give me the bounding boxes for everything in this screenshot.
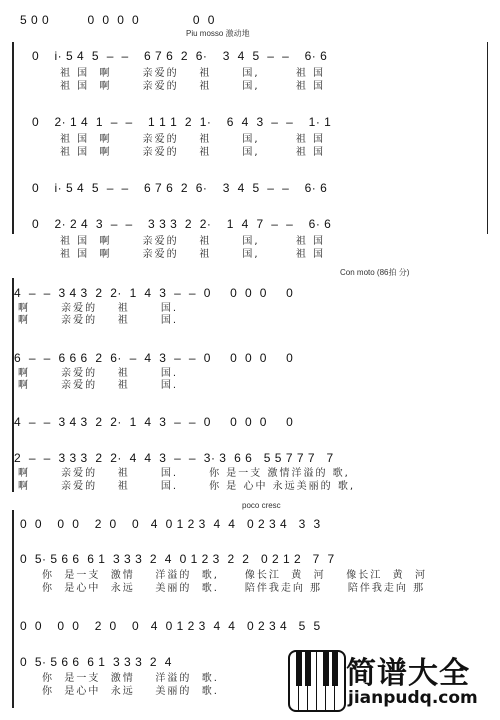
notes-row: 0 2· 2 4 3 – – 3 3 3 2 2· 1 4 7 – – 6· 6 [32,217,332,231]
notes-row: 0 i· 5 4 5 – – 6 7 6 2 6· 3 4 5 – – 6· 6 [32,181,328,195]
lyric-line: 啊 亲爱的 祖 国. [18,303,179,314]
notes-row: 4 – – 3 4 3 2 2· 1 4 3 – – 0 0 0 0 0 [14,286,294,300]
lyric-line: 你 是一支 激情 洋溢的 歌, 像长江 黄 河 像长江 黄 河 [42,570,428,581]
lyric-line: 你 是心中 永远 美丽的 歌. [42,686,219,697]
system-bracket [12,510,14,708]
notes-row: 4 – – 3 4 3 2 2· 1 4 3 – – 0 0 0 0 0 [14,415,294,429]
tempo-marking: Piu mosso 激动地 [186,29,250,38]
lyric-line: 祖 国 啊 亲爱的 祖 国, 祖 国 [60,81,326,92]
lyric-line: 啊 亲爱的 祖 国. 你 是 心中 永远美丽的 歌, [18,481,356,492]
lyric-line: 啊 亲爱的 祖 国. [18,380,179,391]
watermark-url: jianpudq.com [348,688,478,708]
site-watermark [278,640,500,720]
system-bracket [12,42,14,234]
poco-cresc-marking: poco cresc [242,501,281,510]
con-moto-marking: Con moto (86拍 分) [340,268,410,277]
piano-keys-icon [288,650,346,712]
lyric-line: 啊 亲爱的 祖 国. 你 是一支 激情洋溢的 歌, [18,468,350,479]
lyric-line: 祖 国 啊 亲爱的 祖 国, 祖 国 [60,236,326,247]
lyric-line: 祖 国 啊 亲爱的 祖 国, 祖 国 [60,68,326,79]
lyric-line: 啊 亲爱的 祖 国. [18,315,179,326]
intro-line: 5 0 0 0 0 0 0 0 0 [20,13,215,27]
watermark-title: 简谱大全 [346,656,470,691]
lyric-line: 你 是心中 永远 美丽的 歌. 陪伴我走向 那 陪伴我走向 那 [42,583,426,594]
lyric-line: 祖 国 啊 亲爱的 祖 国, 祖 国 [60,249,326,260]
lyric-line: 祖 国 啊 亲爱的 祖 国, 祖 国 [60,134,326,145]
notes-row: 0 0 0 0 2 0 0 4 0 1 2 3 4 4 0 2 3 4 3 3 [20,517,321,531]
notes-row: 0 5· 5 6 6 6 1 3 3 3 2 4 0 1 2 3 2 2 0 2 1 2 7 7 [20,552,335,566]
lyric-line: 你 是一支 激情 洋溢的 歌. [42,673,219,684]
barline-end [487,42,488,234]
notes-row: 6 – – 6 6 6 2 6· – 4 3 – – 0 0 0 0 0 [14,351,294,365]
lyric-line: 祖 国 啊 亲爱的 祖 国, 祖 国 [60,147,326,158]
notes-row: 0 2· 1 4 1 – – 1 1 1 2 1· 6 4 3 – – 1· 1 [32,115,332,129]
notes-row: 0 5· 5 6 6 6 1 3 3 3 2 4 [20,655,172,669]
notes-row: 2 – – 3 3 3 2 2· 4 4 3 – – 3· 3 6 6 5 5 7 7 7 7 [14,451,334,465]
lyric-line: 啊 亲爱的 祖 国. [18,368,179,379]
notes-row: 0 0 0 0 2 0 0 4 0 1 2 3 4 4 0 2 3 4 5 5 [20,619,321,633]
notes-row: 0 i· 5 4 5 – – 6 7 6 2 6· 3 4 5 – – 6· 6 [32,49,328,63]
